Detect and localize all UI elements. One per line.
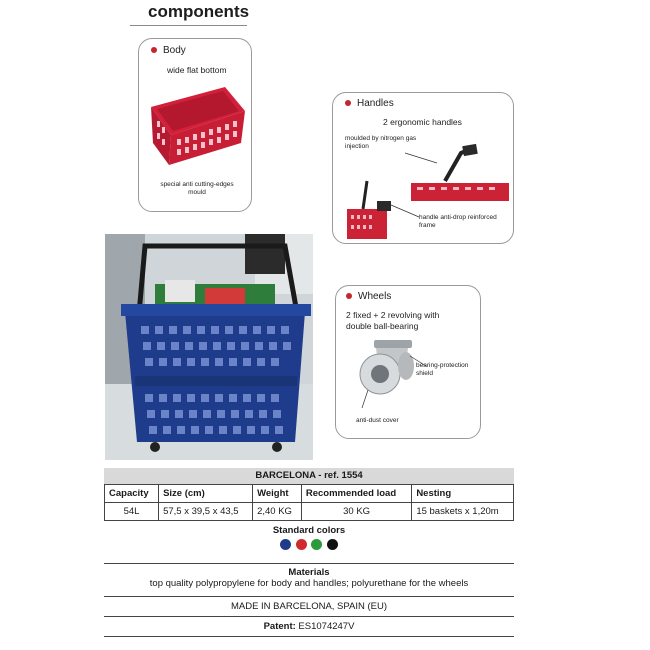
patent-label: Patent: [263,621,296,632]
handles-card-note-frame: handle anti-drop reinforced frame [419,214,497,229]
spec-table [104,484,514,521]
materials-row [104,563,514,596]
wheels-card-note-shield: bearing-protection shield [416,362,469,377]
red-basket-image [145,81,245,169]
bullet-icon [151,47,157,53]
val-capacity: 54L [105,503,159,521]
val-size: 57,5 x 39,5 x 43,5 [159,503,253,521]
materials-label: Materials [288,567,330,578]
body-card-title: Body [163,45,186,56]
patent-value: ES1074247V [298,621,355,632]
handles-card-title: Handles [357,98,394,109]
body-card-subtitle: wide flat bottom [167,65,227,75]
wheels-card-title: Wheels [358,291,392,302]
bullet-icon [346,293,352,299]
wheels-card [335,285,481,439]
standard-colors-label: Standard colors [272,525,346,536]
val-recommended-load: 30 KG [301,503,411,521]
col-weight: Weight [253,485,302,503]
col-size: Size (cm) [159,485,253,503]
spec-header: BARCELONA - ref. 1554 [104,468,514,484]
handles-card-note-moulded: moulded by nitrogen gas injection [345,135,417,150]
val-weight: 2,40 KG [253,503,302,521]
spec-header-row [105,485,514,503]
title-divider [130,25,247,26]
body-card-note: special anti cutting-edges mould [160,181,234,196]
page-title: components [148,2,250,21]
patent-row [104,616,514,637]
spec-value-row [105,503,514,521]
made-in-text: MADE IN BARCELONA, SPAIN (EU) [230,601,388,612]
made-in-row [104,596,514,616]
bullet-icon [345,100,351,106]
handles-card-subtitle: 2 ergonomic handles [383,117,462,127]
materials-text: top quality polypropylene for body and handles; polyurethane for the wheels [149,578,469,589]
spec-sheet [104,468,514,637]
val-nesting: 15 baskets x 1,20m [412,503,514,521]
color-swatch-blue [280,539,291,550]
color-swatch-red [296,539,307,550]
body-card [138,38,252,212]
color-swatches [104,539,514,553]
col-nesting: Nesting [412,485,514,503]
color-swatch-black [327,539,338,550]
col-capacity: Capacity [105,485,159,503]
wheels-card-note-cover: anti-dust cover [356,417,399,424]
col-recommended-load: Recommended load [301,485,411,503]
color-swatch-green [311,539,322,550]
wheels-card-subtitle: 2 fixed + 2 revolving with double ball-bearing [346,310,440,331]
basket-photo [105,234,313,460]
standard-colors-row [104,521,514,563]
handles-card [332,92,514,244]
